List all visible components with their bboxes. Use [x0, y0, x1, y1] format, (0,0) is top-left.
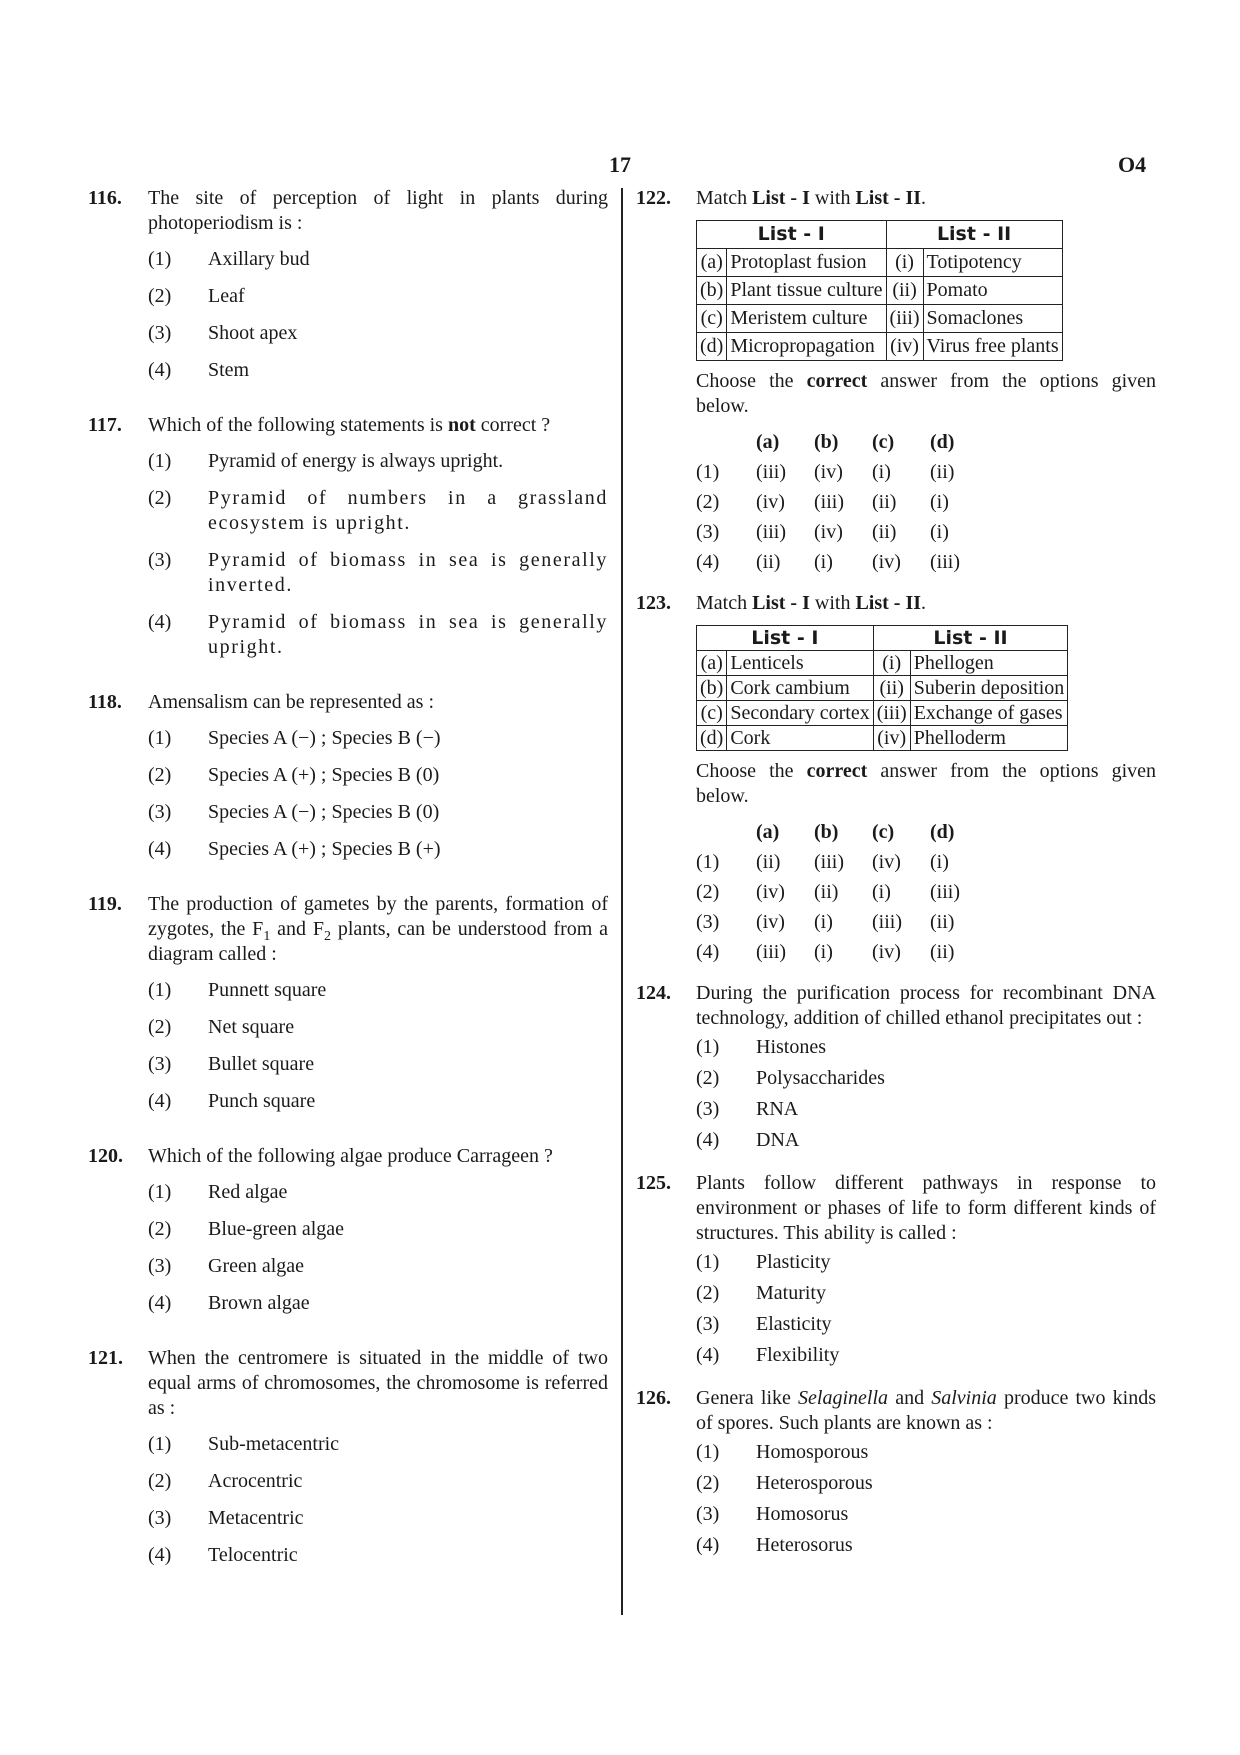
cell-label: (iv)	[886, 333, 923, 361]
stem-emphasis: not	[447, 414, 476, 436]
answer-value: (iv)	[756, 910, 785, 933]
answer-value: (iv)	[814, 520, 843, 543]
question-number: 126.	[636, 1387, 671, 1409]
cell-text: Virus free plants	[923, 333, 1062, 361]
option-number: (3)	[696, 1503, 720, 1525]
option-text: RNA	[756, 1098, 799, 1120]
option[interactable]	[696, 1440, 1156, 1465]
option[interactable]	[148, 800, 608, 825]
answer-value: (ii)	[872, 490, 897, 513]
option-text: Red algae	[208, 1181, 288, 1203]
table-row	[697, 333, 1063, 361]
column-label: (d)	[930, 430, 955, 453]
question-stem: Plants follow different pathways in response to environment or phases of life to form different kinds of structures. This ability is called :	[696, 1172, 1156, 1244]
option-text: Bullet square	[208, 1053, 315, 1075]
option-text: Leaf	[208, 285, 245, 307]
option-text: Homosporous	[756, 1441, 869, 1463]
option-number: (1)	[148, 450, 172, 472]
option-number: (3)	[148, 1255, 172, 1277]
option-number: (1)	[148, 248, 172, 270]
question-stem: During the purification process for recombinant DNA technology, addition of chilled ethanol precipitates out :	[696, 982, 1156, 1029]
answer-grid	[696, 817, 1156, 967]
answer-option[interactable]	[696, 907, 1156, 937]
option-number: (2)	[148, 1218, 172, 1240]
option-text: Histones	[756, 1036, 826, 1058]
question-stem	[148, 892, 608, 967]
option[interactable]	[696, 1035, 1156, 1060]
stem-text: Match	[696, 592, 748, 614]
cell-text: Secondary cortex	[727, 701, 873, 726]
option-text: Species A (−) ; Species B (0)	[208, 801, 440, 823]
option[interactable]	[148, 358, 608, 383]
answer-value: (ii)	[756, 550, 781, 573]
option-text: Sub-metacentric	[208, 1433, 340, 1455]
option[interactable]	[148, 449, 608, 474]
table-row	[697, 305, 1063, 333]
answer-value: (i)	[930, 850, 949, 873]
option-number: (2)	[148, 764, 172, 786]
answer-value: (ii)	[930, 460, 955, 483]
answer-value: (ii)	[930, 940, 955, 963]
option-number: (1)	[696, 1036, 720, 1058]
option-number: (4)	[148, 1544, 172, 1566]
stem-text: Which of the following statements is	[148, 414, 443, 436]
option-number: (1)	[148, 727, 172, 749]
option-text: Pyramid of biomass in sea is generally inverted.	[208, 549, 608, 596]
stem-text: produce two kinds of spores. Such plants are known as :	[696, 1387, 1156, 1434]
page-number: 17	[609, 152, 631, 177]
option-number: (2)	[696, 1472, 720, 1494]
answer-value: (iv)	[872, 850, 901, 873]
answer-value: (i)	[930, 490, 949, 513]
question-number: 117.	[88, 414, 122, 436]
option-text: Flexibility	[756, 1344, 840, 1366]
option-number: (4)	[148, 359, 172, 381]
option[interactable]	[148, 247, 608, 272]
cell-label: (d)	[697, 333, 727, 361]
option-number: (2)	[148, 1016, 172, 1038]
answer-value: (ii)	[814, 880, 839, 903]
option[interactable]	[148, 978, 608, 1003]
option[interactable]	[148, 321, 608, 346]
booklet-code: O4	[1118, 152, 1147, 177]
question-stem	[696, 591, 1156, 616]
stem-text: .	[921, 592, 927, 614]
option-number: (3)	[148, 1053, 172, 1075]
option[interactable]	[148, 1506, 608, 1531]
question-stem	[148, 413, 608, 438]
choose-instruction	[696, 759, 1156, 809]
option-number: (2)	[696, 1067, 720, 1089]
answer-value: (i)	[872, 880, 891, 903]
answer-option[interactable]	[696, 847, 1156, 877]
stem-text: answer from the options given below.	[696, 370, 1157, 417]
answer-option[interactable]	[696, 457, 1156, 487]
option[interactable]	[696, 1066, 1156, 1091]
table-row	[697, 701, 1068, 726]
option-text: DNA	[756, 1129, 800, 1151]
option-number: (3)	[696, 520, 720, 543]
question-number: 116.	[88, 187, 122, 209]
cell-label: (c)	[697, 701, 727, 726]
option[interactable]	[148, 284, 608, 309]
answer-value: (i)	[930, 520, 949, 543]
option-text: Homosorus	[756, 1503, 849, 1525]
option[interactable]	[148, 1089, 608, 1114]
question-118	[88, 690, 608, 862]
cell-label: (iii)	[886, 305, 923, 333]
option-number: (4)	[696, 1534, 720, 1556]
answer-option[interactable]	[696, 517, 1156, 547]
answer-value: (i)	[814, 550, 833, 573]
question-stem: The site of perception of light in plants during photoperiodism is :	[148, 187, 608, 234]
column-label: (c)	[872, 430, 895, 453]
option-text: Heterosporous	[756, 1472, 873, 1494]
cell-label: (i)	[886, 249, 923, 277]
question-number: 121.	[88, 1347, 123, 1369]
option[interactable]	[148, 763, 608, 788]
answer-value: (iv)	[872, 940, 901, 963]
cell-label: (a)	[697, 651, 727, 676]
table-row	[697, 676, 1068, 701]
cell-text: Cork cambium	[727, 676, 873, 701]
stem-text: plants, can be understood from a diagram called :	[148, 918, 608, 965]
option[interactable]	[696, 1471, 1156, 1496]
column-label: (d)	[930, 820, 955, 843]
option-text: Species A (+) ; Species B (+)	[208, 838, 441, 860]
cell-text: Phelloderm	[910, 726, 1068, 751]
option-number: (3)	[148, 1507, 172, 1529]
option-number: (1)	[696, 1251, 720, 1273]
option[interactable]	[148, 1432, 608, 1457]
left-column	[88, 186, 608, 1580]
subscript: 1	[263, 929, 271, 944]
option-text: Shoot apex	[208, 322, 298, 344]
option-number: (2)	[696, 490, 720, 513]
option-number: (2)	[148, 1470, 172, 1492]
answer-value: (iii)	[756, 520, 786, 543]
option[interactable]	[696, 1250, 1156, 1275]
option-text: Axillary bud	[208, 248, 310, 270]
option-text: Telocentric	[208, 1544, 298, 1566]
cell-label: (d)	[697, 726, 727, 751]
cell-label: (c)	[697, 305, 727, 333]
option-number: (1)	[696, 850, 720, 873]
cell-text: Meristem culture	[727, 305, 886, 333]
option-number: (3)	[696, 1313, 720, 1335]
column-label: (b)	[814, 430, 839, 453]
stem-text: .	[921, 187, 927, 209]
option-number: (1)	[148, 1433, 172, 1455]
stem-text: and F	[270, 918, 324, 940]
cell-label: (i)	[873, 651, 910, 676]
option[interactable]	[696, 1281, 1156, 1306]
question-124	[636, 981, 1156, 1153]
stem-text: with	[814, 592, 851, 614]
option-text: Pyramid of energy is always upright.	[208, 450, 504, 472]
stem-emphasis: List - II	[855, 592, 922, 614]
answer-option[interactable]	[696, 937, 1156, 967]
question-125	[636, 1171, 1156, 1368]
question-number: 122.	[636, 187, 671, 209]
question-number: 120.	[88, 1145, 123, 1167]
option-text: Green algae	[208, 1255, 305, 1277]
cell-label: (b)	[697, 676, 727, 701]
cell-label: (iv)	[873, 726, 910, 751]
question-122	[636, 186, 1156, 577]
option-number: (1)	[696, 1441, 720, 1463]
cell-label: (ii)	[873, 676, 910, 701]
answer-value: (ii)	[930, 910, 955, 933]
option[interactable]	[148, 1180, 608, 1205]
option-text: Elasticity	[756, 1313, 832, 1335]
option[interactable]	[148, 1052, 608, 1077]
column-label: (a)	[756, 820, 780, 843]
answer-value: (i)	[872, 460, 891, 483]
cell-text: Micropropagation	[727, 333, 886, 361]
option[interactable]	[696, 1312, 1156, 1337]
table-row	[697, 726, 1068, 751]
table-header: List - II	[886, 221, 1062, 249]
cell-text: Phellogen	[910, 651, 1068, 676]
stem-text: Choose the	[696, 760, 794, 782]
answer-grid	[696, 427, 1156, 577]
option[interactable]	[696, 1502, 1156, 1527]
option-number: (4)	[696, 1344, 720, 1366]
question-116	[88, 186, 608, 383]
answer-value: (ii)	[756, 850, 781, 873]
answer-value: (i)	[814, 940, 833, 963]
answer-value: (i)	[814, 910, 833, 933]
stem-text: answer from the options given below.	[696, 760, 1157, 807]
stem-text: Genera like	[696, 1387, 791, 1409]
cell-text: Pomato	[923, 277, 1062, 305]
stem-text: with	[814, 187, 851, 209]
question-number: 123.	[636, 592, 671, 614]
right-column	[636, 186, 1156, 1564]
cell-text: Plant tissue culture	[727, 277, 886, 305]
stem-emphasis: List - II	[855, 187, 922, 209]
answer-value: (iv)	[756, 880, 785, 903]
option[interactable]	[696, 1343, 1156, 1368]
question-120	[88, 1144, 608, 1316]
option[interactable]	[148, 1469, 608, 1494]
option-number: (2)	[148, 487, 172, 509]
option[interactable]	[148, 1254, 608, 1279]
option-number: (4)	[148, 611, 172, 633]
question-number: 118.	[88, 691, 122, 713]
option-text: Stem	[208, 359, 250, 381]
option-text: Plasticity	[756, 1251, 831, 1273]
cell-text: Totipotency	[923, 249, 1062, 277]
cell-label: (iii)	[873, 701, 910, 726]
option-text: Punnett square	[208, 979, 327, 1001]
option[interactable]	[148, 1015, 608, 1040]
option-text: Metacentric	[208, 1507, 304, 1529]
cell-text: Protoplast fusion	[727, 249, 886, 277]
option[interactable]	[148, 610, 608, 660]
answer-value: (iv)	[814, 460, 843, 483]
option-number: (3)	[696, 1098, 720, 1120]
stem-emphasis: List - I	[752, 592, 810, 614]
question-stem: When the centromere is situated in the middle of two equal arms of chromosomes, the chromosome is referred as :	[148, 1347, 608, 1419]
option-text: Pyramid of numbers in a grassland ecosystem is upright.	[208, 487, 608, 534]
answer-option[interactable]	[696, 877, 1156, 907]
cell-text: Exchange of gases	[910, 701, 1068, 726]
option-number: (4)	[148, 1292, 172, 1314]
stem-text: and	[895, 1387, 925, 1409]
table-header: List - II	[873, 626, 1068, 651]
genus-name: Salvinia	[931, 1387, 997, 1409]
option-text: Acrocentric	[208, 1470, 303, 1492]
question-stem: Which of the following algae produce Carrageen ?	[148, 1145, 553, 1167]
option[interactable]	[148, 726, 608, 751]
option-number: (1)	[148, 979, 172, 1001]
option-text: Blue-green algae	[208, 1218, 345, 1240]
question-123	[636, 591, 1156, 967]
answer-value: (iii)	[930, 880, 960, 903]
subscript: 2	[323, 929, 331, 944]
stem-text: correct ?	[480, 414, 551, 436]
option-number: (2)	[696, 880, 720, 903]
option-number: (1)	[696, 460, 720, 483]
choose-instruction	[696, 369, 1156, 419]
answer-value: (iv)	[872, 550, 901, 573]
stem-emphasis: correct	[806, 760, 868, 782]
option-number: (4)	[696, 1129, 720, 1151]
question-119	[88, 892, 608, 1114]
option-number: (3)	[696, 910, 720, 933]
answer-option[interactable]	[696, 487, 1156, 517]
option-number: (4)	[148, 1090, 172, 1112]
stem-emphasis: List - I	[752, 187, 810, 209]
option-number: (4)	[696, 550, 720, 573]
option-number: (1)	[148, 1181, 172, 1203]
column-divider	[621, 188, 623, 1615]
option[interactable]	[148, 486, 608, 536]
answer-value: (iii)	[814, 490, 844, 513]
cell-text: Somaclones	[923, 305, 1062, 333]
option-number: (3)	[148, 801, 172, 823]
column-label: (c)	[872, 820, 895, 843]
answer-value: (iv)	[756, 490, 785, 513]
column-label: (b)	[814, 820, 839, 843]
option-text: Heterosorus	[756, 1534, 853, 1556]
question-number: 125.	[636, 1172, 671, 1194]
option-text: Net square	[208, 1016, 295, 1038]
question-121	[88, 1346, 608, 1568]
option-number: (4)	[148, 838, 172, 860]
option-text: Pyramid of biomass in sea is generally upright.	[208, 611, 608, 658]
option[interactable]	[148, 837, 608, 862]
option-text: Punch square	[208, 1090, 316, 1112]
option[interactable]	[148, 548, 608, 598]
option[interactable]	[696, 1097, 1156, 1122]
cell-label: (b)	[697, 277, 727, 305]
cell-text: Cork	[727, 726, 873, 751]
option[interactable]	[148, 1543, 608, 1568]
cell-text: Lenticels	[727, 651, 873, 676]
genus-name: Selaginella	[798, 1387, 889, 1409]
option[interactable]	[696, 1533, 1156, 1558]
question-stem	[696, 186, 1156, 211]
question-117	[88, 413, 608, 660]
cell-label: (ii)	[886, 277, 923, 305]
question-stem: Amensalism can be represented as :	[148, 691, 435, 713]
stem-text: Match	[696, 187, 748, 209]
answer-option[interactable]	[696, 547, 1156, 577]
answer-value: (ii)	[872, 520, 897, 543]
match-table	[696, 220, 1063, 361]
question-number: 124.	[636, 982, 671, 1004]
table-header: List - I	[697, 626, 874, 651]
option-text: Polysaccharides	[756, 1067, 885, 1089]
option-number: (4)	[696, 940, 720, 963]
question-stem	[696, 1386, 1156, 1436]
question-126	[636, 1386, 1156, 1558]
option-text: Species A (+) ; Species B (0)	[208, 764, 440, 786]
answer-value: (iii)	[872, 910, 902, 933]
option[interactable]	[696, 1128, 1156, 1153]
option-number: (2)	[148, 285, 172, 307]
option-text: Brown algae	[208, 1292, 310, 1314]
option[interactable]	[148, 1291, 608, 1316]
option[interactable]	[148, 1217, 608, 1242]
column-label: (a)	[756, 430, 780, 453]
option-number: (2)	[696, 1282, 720, 1304]
option-text: Species A (−) ; Species B (−)	[208, 727, 441, 749]
answer-value: (iii)	[756, 940, 786, 963]
cell-text: Suberin deposition	[910, 676, 1068, 701]
table-row	[697, 651, 1068, 676]
stem-text: Choose the	[696, 370, 794, 392]
table-header: List - I	[697, 221, 887, 249]
match-table	[696, 625, 1068, 751]
answer-value: (iii)	[814, 850, 844, 873]
table-row	[697, 277, 1063, 305]
stem-text: The production of gametes by the parents, formation of zygotes, the F	[148, 893, 608, 940]
stem-emphasis: correct	[806, 370, 868, 392]
table-row	[697, 249, 1063, 277]
answer-value: (iii)	[930, 550, 960, 573]
answer-value: (iii)	[756, 460, 786, 483]
option-number: (3)	[148, 322, 172, 344]
question-number: 119.	[88, 893, 122, 915]
cell-label: (a)	[697, 249, 727, 277]
option-text: Maturity	[756, 1282, 826, 1304]
option-number: (3)	[148, 549, 172, 571]
